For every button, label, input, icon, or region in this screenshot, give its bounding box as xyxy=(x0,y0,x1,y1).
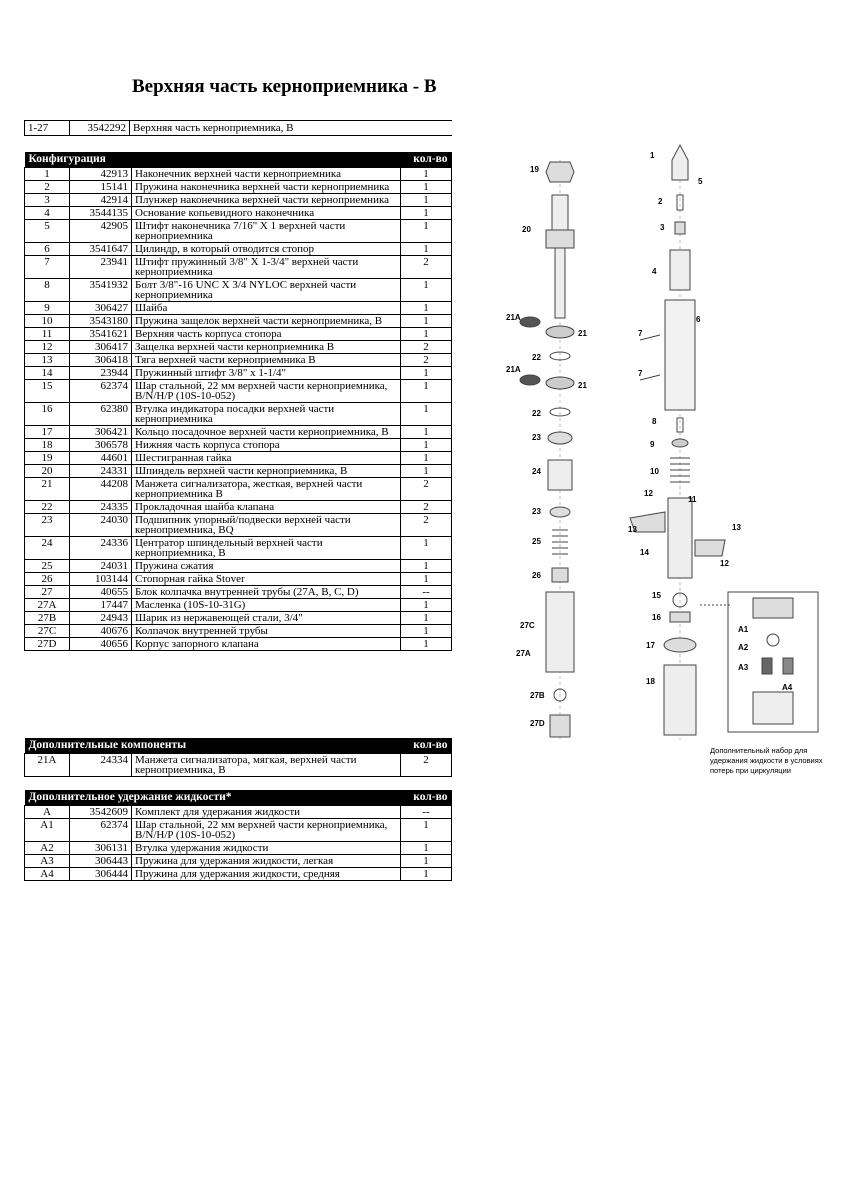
assembly-description: Верхняя часть керноприемника, В xyxy=(130,121,453,136)
part-number: 40656 xyxy=(70,637,132,650)
item-number: 26 xyxy=(25,572,70,585)
item-number: 14 xyxy=(25,366,70,379)
item-number: A2 xyxy=(25,841,70,854)
table-row xyxy=(25,536,452,559)
table-row xyxy=(25,513,452,536)
diagram-callout: 21 xyxy=(578,329,587,338)
quantity: 1 xyxy=(401,611,452,624)
part-number: 306131 xyxy=(70,841,132,854)
table-row xyxy=(25,353,452,366)
table-row xyxy=(25,219,452,242)
table-row xyxy=(25,379,452,402)
assembly-part-number: 3542292 xyxy=(70,121,130,136)
item-number: 18 xyxy=(25,438,70,451)
part-number: 24334 xyxy=(70,753,132,776)
quantity: 1 xyxy=(401,841,452,854)
table-row xyxy=(25,841,452,854)
table-row xyxy=(25,500,452,513)
quantity: 1 xyxy=(401,327,452,340)
configuration-header-row xyxy=(25,152,452,167)
table-row xyxy=(25,818,452,841)
quantity: -- xyxy=(401,805,452,818)
item-number: 8 xyxy=(25,278,70,301)
table-row xyxy=(25,598,452,611)
part-description: Болт 3/8"-16 UNC X 3/4 NYLOC верхней части керноприемника xyxy=(132,278,401,301)
diagram-callout: 6 xyxy=(696,315,701,324)
diagram-callout: 15 xyxy=(652,591,661,600)
part-description: Наконечник верхней части керноприемника xyxy=(132,167,401,180)
part-description: Шарик из нержавеющей стали, 3/4" xyxy=(132,611,401,624)
part-description: Плунжер наконечника верхней части керноприемника xyxy=(132,193,401,206)
item-number: 20 xyxy=(25,464,70,477)
assembly-row xyxy=(25,121,453,136)
part-number: 306444 xyxy=(70,867,132,880)
part-number: 24335 xyxy=(70,500,132,513)
diagram-callout: 17 xyxy=(646,641,655,650)
diagram-callout: 23 xyxy=(532,507,541,516)
part-description: Пружина сжатия xyxy=(132,559,401,572)
item-number: A xyxy=(25,805,70,818)
part-description: Втулка индикатора посадки верхней части керноприемника xyxy=(132,402,401,425)
part-number: 15141 xyxy=(70,180,132,193)
diagram-callout: A3 xyxy=(738,663,749,672)
part-description: Масленка (10S-10-31G) xyxy=(132,598,401,611)
part-description: Основание копьевидного наконечника xyxy=(132,206,401,219)
diagram-callout: 14 xyxy=(640,548,649,557)
diagram-callout: 12 xyxy=(720,559,729,568)
quantity: 1 xyxy=(401,193,452,206)
item-number: 22 xyxy=(25,500,70,513)
quantity: 1 xyxy=(401,314,452,327)
fluid-kit-note: Дополнительный набор для удержания жидкости в условиях потерь при циркуляции xyxy=(710,746,823,775)
part-number: 24030 xyxy=(70,513,132,536)
part-number: 62380 xyxy=(70,402,132,425)
part-number: 24331 xyxy=(70,464,132,477)
table-row xyxy=(25,327,452,340)
item-number: 1 xyxy=(25,167,70,180)
diagram-callout: 27B xyxy=(530,691,545,700)
table-row xyxy=(25,402,452,425)
quantity: 1 xyxy=(401,536,452,559)
part-number: 306578 xyxy=(70,438,132,451)
part-number: 40655 xyxy=(70,585,132,598)
part-description: Штифт пружинный 3/8" X 1-3/4" верхней части керноприемника xyxy=(132,255,401,278)
diagram-callout: 7 xyxy=(638,329,643,338)
table-row xyxy=(25,854,452,867)
additional-header: Дополнительные компоненты xyxy=(25,738,401,753)
table-row xyxy=(25,451,452,464)
table-row xyxy=(25,301,452,314)
part-number: 62374 xyxy=(70,379,132,402)
quantity: 2 xyxy=(401,477,452,500)
table-row xyxy=(25,255,452,278)
table-row xyxy=(25,464,452,477)
part-description: Манжета сигнализатора, мягкая, верхней части керноприемника, В xyxy=(132,753,401,776)
diagram-callout: 4 xyxy=(652,267,657,276)
quantity: 2 xyxy=(401,500,452,513)
item-number: 21A xyxy=(25,753,70,776)
part-number: 103144 xyxy=(70,572,132,585)
diagram-callout: 7 xyxy=(638,369,643,378)
table-row xyxy=(25,438,452,451)
table-row xyxy=(25,805,452,818)
diagram-callout: 19 xyxy=(530,165,539,174)
item-number: 11 xyxy=(25,327,70,340)
quantity: 1 xyxy=(401,637,452,650)
quantity: 1 xyxy=(401,867,452,880)
part-description: Тяга верхней части керноприемника В xyxy=(132,353,401,366)
part-description: Штифт наконечника 7/16" X 1 верхней части керноприемника xyxy=(132,219,401,242)
item-number: 17 xyxy=(25,425,70,438)
part-number: 24336 xyxy=(70,536,132,559)
part-number: 306421 xyxy=(70,425,132,438)
part-description: Блок колпачка внутренней трубы (27A, B, C, D) xyxy=(132,585,401,598)
diagram-callout: 9 xyxy=(650,440,655,449)
part-description: Пружина для удержания жидкости, средняя xyxy=(132,867,401,880)
quantity: 1 xyxy=(401,219,452,242)
part-description: Нижняя часть корпуса стопора xyxy=(132,438,401,451)
quantity: 1 xyxy=(401,402,452,425)
table-row xyxy=(25,867,452,880)
part-description: Шайба xyxy=(132,301,401,314)
quantity: 1 xyxy=(401,278,452,301)
table-row xyxy=(25,314,452,327)
quantity: 1 xyxy=(401,180,452,193)
table-row xyxy=(25,425,452,438)
quantity: 2 xyxy=(401,353,452,366)
item-number: 4 xyxy=(25,206,70,219)
diagram-callout: 27A xyxy=(516,649,531,658)
diagram-callout: 24 xyxy=(532,467,541,476)
table-row xyxy=(25,753,452,776)
part-description: Кольцо посадочное верхней части керноприемника, В xyxy=(132,425,401,438)
table-row xyxy=(25,180,452,193)
fluid-retention-table xyxy=(24,790,452,881)
quantity: 1 xyxy=(401,451,452,464)
item-number: 15 xyxy=(25,379,70,402)
diagram-callout: 27C xyxy=(520,621,535,630)
part-description: Пружинный штифт 3/8" x 1-1/4" xyxy=(132,366,401,379)
part-number: 44601 xyxy=(70,451,132,464)
item-number: 7 xyxy=(25,255,70,278)
configuration-qty-header: кол-во xyxy=(401,152,452,167)
table-row xyxy=(25,477,452,500)
quantity: -- xyxy=(401,585,452,598)
item-number: 13 xyxy=(25,353,70,366)
part-number: 44208 xyxy=(70,477,132,500)
table-row xyxy=(25,206,452,219)
table-row xyxy=(25,278,452,301)
table-row xyxy=(25,637,452,650)
quantity: 1 xyxy=(401,818,452,841)
part-number: 3541621 xyxy=(70,327,132,340)
part-description: Шпиндель верхней части керноприемника, В xyxy=(132,464,401,477)
quantity: 1 xyxy=(401,854,452,867)
part-description: Защелка верхней части керноприемника В xyxy=(132,340,401,353)
part-number: 3541647 xyxy=(70,242,132,255)
part-number: 17447 xyxy=(70,598,132,611)
diagram-callout: 20 xyxy=(522,225,531,234)
item-number: 21 xyxy=(25,477,70,500)
item-number: 27 xyxy=(25,585,70,598)
diagram-callout: 1 xyxy=(650,151,655,160)
diagram-callout: 23 xyxy=(532,433,541,442)
part-number: 42914 xyxy=(70,193,132,206)
quantity: 1 xyxy=(401,206,452,219)
part-number: 306443 xyxy=(70,854,132,867)
part-number: 306417 xyxy=(70,340,132,353)
diagram-callout: 22 xyxy=(532,409,541,418)
fluid-qty-header: кол-во xyxy=(401,790,452,805)
diagram-callout: 21A xyxy=(506,313,521,322)
diagram-callout: 5 xyxy=(698,177,703,186)
part-description: Шар стальной, 22 мм верхней части керноприемника, B/N/H/P (10S-10-052) xyxy=(132,818,401,841)
item-number: 27D xyxy=(25,637,70,650)
diagram-callout: A1 xyxy=(738,625,749,634)
item-number: 19 xyxy=(25,451,70,464)
table-row xyxy=(25,167,452,180)
part-description: Пружина для удержания жидкости, легкая xyxy=(132,854,401,867)
part-description: Шестигранная гайка xyxy=(132,451,401,464)
part-description: Шар стальной, 22 мм верхней части керноприемника, B/N/H/P (10S-10-052) xyxy=(132,379,401,402)
item-number: 5 xyxy=(25,219,70,242)
item-number: 25 xyxy=(25,559,70,572)
item-number: 23 xyxy=(25,513,70,536)
item-number: 27C xyxy=(25,624,70,637)
diagram-callout: 11 xyxy=(688,495,697,504)
item-number: A4 xyxy=(25,867,70,880)
item-number: 27B xyxy=(25,611,70,624)
part-description: Манжета сигнализатора, жесткая, верхней части керноприемника В xyxy=(132,477,401,500)
quantity: 1 xyxy=(401,167,452,180)
diagram-callout: 21 xyxy=(578,381,587,390)
diagram-callout: 13 xyxy=(732,523,741,532)
fluid-header-row xyxy=(25,790,452,805)
item-number: 12 xyxy=(25,340,70,353)
part-number: 42905 xyxy=(70,219,132,242)
part-number: 24943 xyxy=(70,611,132,624)
part-number: 306427 xyxy=(70,301,132,314)
table-row xyxy=(25,366,452,379)
fluid-header: Дополнительное удержание жидкости* xyxy=(25,790,401,805)
diagram-callout: 18 xyxy=(646,677,655,686)
diagram-callout: 21A xyxy=(506,365,521,374)
quantity: 2 xyxy=(401,255,452,278)
item-number: A1 xyxy=(25,818,70,841)
part-description: Колпачок внутренней трубы xyxy=(132,624,401,637)
diagram-callout: 16 xyxy=(652,613,661,622)
diagram-callout: 2 xyxy=(658,197,663,206)
diagram-callout: A2 xyxy=(738,643,749,652)
diagram-callout: 10 xyxy=(650,467,659,476)
additional-header-row xyxy=(25,738,452,753)
part-number: 23944 xyxy=(70,366,132,379)
part-number: 3542609 xyxy=(70,805,132,818)
part-description: Стопорная гайка Stover xyxy=(132,572,401,585)
diagram-callout: 22 xyxy=(532,353,541,362)
part-number: 23941 xyxy=(70,255,132,278)
configuration-header: Конфигурация xyxy=(25,152,401,167)
part-number: 24031 xyxy=(70,559,132,572)
additional-qty-header: кол-во xyxy=(401,738,452,753)
part-description: Корпус запорного клапана xyxy=(132,637,401,650)
quantity: 1 xyxy=(401,301,452,314)
diagram-callout: 12 xyxy=(644,489,653,498)
diagram-callout: 25 xyxy=(532,537,541,546)
item-number: 2 xyxy=(25,180,70,193)
part-description: Цилиндр, в который отводится стопор xyxy=(132,242,401,255)
table-row xyxy=(25,559,452,572)
part-number: 3541932 xyxy=(70,278,132,301)
quantity: 1 xyxy=(401,425,452,438)
table-row xyxy=(25,340,452,353)
table-row xyxy=(25,193,452,206)
item-number: 3 xyxy=(25,193,70,206)
part-number: 306418 xyxy=(70,353,132,366)
quantity: 1 xyxy=(401,572,452,585)
table-row xyxy=(25,572,452,585)
quantity: 1 xyxy=(401,464,452,477)
quantity: 1 xyxy=(401,598,452,611)
part-number: 42913 xyxy=(70,167,132,180)
diagram-callout: 3 xyxy=(660,223,665,232)
item-number: 9 xyxy=(25,301,70,314)
quantity: 2 xyxy=(401,340,452,353)
part-description: Пружина наконечника верхней части керноприемника xyxy=(132,180,401,193)
quantity: 1 xyxy=(401,624,452,637)
diagram-callout: A4 xyxy=(782,683,793,692)
diagram-callout: 13 xyxy=(628,525,637,534)
quantity: 1 xyxy=(401,438,452,451)
part-description: Втулка удержания жидкости xyxy=(132,841,401,854)
item-number: 10 xyxy=(25,314,70,327)
part-description: Пружина защелок верхней части керноприемника, В xyxy=(132,314,401,327)
quantity: 1 xyxy=(401,242,452,255)
item-number: 6 xyxy=(25,242,70,255)
quantity: 2 xyxy=(401,753,452,776)
diagram-callout: 26 xyxy=(532,571,541,580)
table-row xyxy=(25,585,452,598)
item-number: 24 xyxy=(25,536,70,559)
part-number: 3544135 xyxy=(70,206,132,219)
part-description: Подшипник упорный/подвески верхней части керноприемника, BQ xyxy=(132,513,401,536)
part-number: 40676 xyxy=(70,624,132,637)
part-description: Комплект для удержания жидкости xyxy=(132,805,401,818)
quantity: 1 xyxy=(401,559,452,572)
part-description: Прокладочная шайба клапана xyxy=(132,500,401,513)
quantity: 1 xyxy=(401,366,452,379)
item-number: 27A xyxy=(25,598,70,611)
part-number: 62374 xyxy=(70,818,132,841)
page-title: Верхняя часть керноприемника - В xyxy=(132,76,437,97)
part-description: Верхняя часть корпуса стопора xyxy=(132,327,401,340)
quantity: 1 xyxy=(401,379,452,402)
additional-components-table xyxy=(24,738,452,777)
part-description: Центратор шпиндельный верхней части керноприемника, В xyxy=(132,536,401,559)
table-row xyxy=(25,624,452,637)
diagram-callout: 8 xyxy=(652,417,657,426)
item-number: 16 xyxy=(25,402,70,425)
quantity: 2 xyxy=(401,513,452,536)
table-row xyxy=(25,242,452,255)
configuration-table xyxy=(24,152,452,651)
table-row xyxy=(25,611,452,624)
assembly-range: 1-27 xyxy=(25,121,70,136)
diagram-callout: 27D xyxy=(530,719,545,728)
part-number: 3543180 xyxy=(70,314,132,327)
item-number: A3 xyxy=(25,854,70,867)
exploded-parts-diagram xyxy=(500,140,840,780)
assembly-reference xyxy=(24,120,452,136)
